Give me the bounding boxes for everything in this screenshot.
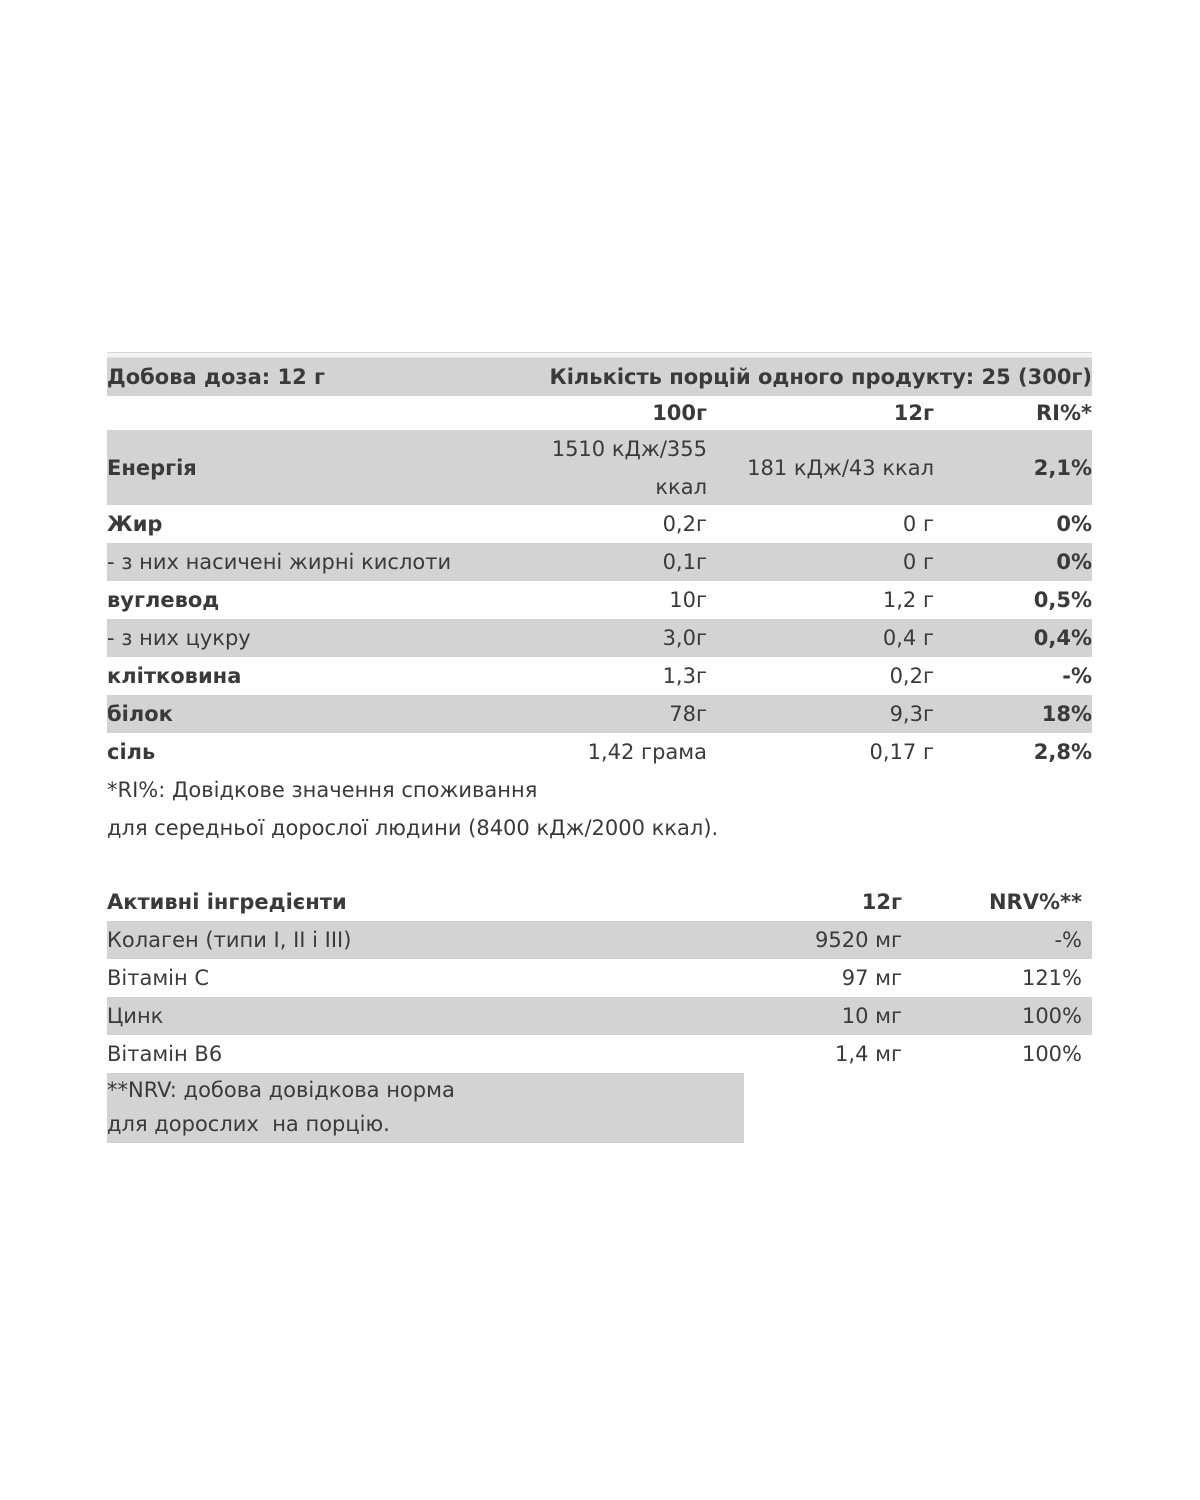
nrv-footnote [107, 1073, 744, 1143]
nutrient-name: - з них цукру [107, 626, 251, 650]
nutrition-row-sugars [107, 619, 1092, 657]
nutrition-row-energy [107, 430, 1092, 505]
nutrient-name: Жир [107, 512, 163, 536]
nutrient-per-serving: 0 г [902, 512, 934, 536]
nutrient-per-100g: 0,1г [662, 550, 707, 574]
column-header-per-100g: 100г [652, 401, 707, 425]
nutrition-row-carbohydrate [107, 581, 1092, 619]
ingredient-amount: 1,4 мг [835, 1042, 902, 1066]
nutrient-ri: 2,1% [1033, 455, 1092, 480]
nutrition-row-fibre [107, 657, 1092, 695]
ingredient-amount: 97 мг [841, 966, 902, 990]
nutrient-name: Енергія [107, 455, 197, 480]
nutrient-ri: 0% [1056, 550, 1092, 574]
nrv-footnote-line2: для дорослих на порцію. [107, 1112, 390, 1136]
nutrition-row-fat [107, 505, 1092, 543]
nutrient-ri: 0,5% [1033, 588, 1092, 612]
ingredient-name: Цинк [107, 1004, 164, 1028]
ri-footnote [107, 771, 1092, 847]
nutrient-ri: 0% [1056, 512, 1092, 536]
ingredient-name: Колаген (типи I, II і III) [107, 928, 352, 952]
active-row-zinc [107, 997, 1092, 1035]
nutrient-per-100g: 0,2г [662, 512, 707, 536]
nutrient-name: клітковина [107, 664, 242, 688]
energy-per-100g-line2: ккал [655, 474, 707, 499]
nutrient-per-serving: 0 г [902, 550, 934, 574]
nutrient-per-serving: 0,2г [889, 664, 934, 688]
nutrient-per-serving: 9,3г [889, 702, 934, 726]
column-header-amount: 12г [861, 890, 902, 914]
active-row-collagen [107, 921, 1092, 959]
active-column-headers [107, 883, 1092, 921]
nutrient-per-serving: 0,17 г [869, 740, 934, 764]
active-row-vitamin-c [107, 959, 1092, 997]
nutrient-per-100g: 1,3г [662, 664, 707, 688]
nrv-footnote-line1: **NRV: добова довідкова норма [107, 1078, 455, 1102]
ingredient-amount: 10 мг [841, 1004, 902, 1028]
nutrient-name: сіль [107, 740, 156, 764]
energy-per-100g-line1: 1510 кДж/355 [551, 436, 707, 461]
column-header-ingredient: Активні інгредієнти [107, 890, 347, 914]
nutrient-per-serving: 1,2 г [882, 588, 934, 612]
nutrition-row-salt [107, 733, 1092, 771]
nutrition-column-headers [107, 396, 1092, 430]
active-row-vitamin-b6 [107, 1035, 1092, 1073]
nutrition-row-protein [107, 695, 1092, 733]
nutrient-name: вуглевод [107, 588, 220, 612]
nutrient-ri: 2,8% [1033, 740, 1092, 764]
column-header-per-serving: 12г [893, 401, 934, 425]
ingredient-amount: 9520 мг [815, 928, 902, 952]
servings-per-container-label: Кількість порцій одного продукту: 25 (300г) [549, 365, 1092, 389]
ingredient-nrv: 100% [1021, 1042, 1082, 1066]
nutrition-row-saturated-fat [107, 543, 1092, 581]
ingredient-nrv: 100% [1021, 1004, 1082, 1028]
nutrient-ri: -% [1062, 664, 1092, 688]
nutrient-name: білок [107, 702, 173, 726]
active-ingredients-table [107, 883, 1092, 1143]
supplement-facts-panel [107, 352, 1092, 1143]
nutrient-per-serving: 181 кДж/43 ккал [747, 455, 934, 480]
nutrient-per-serving: 0,4 г [882, 626, 934, 650]
nutrient-per-100g: 10г [669, 588, 707, 612]
nutrient-per-100g: 78г [669, 702, 707, 726]
nutrient-per-100g: 1,42 грама [587, 740, 707, 764]
nutrient-ri: 0,4% [1033, 626, 1092, 650]
ingredient-name: Вітамін В6 [107, 1042, 223, 1066]
nutrient-ri: 18% [1041, 702, 1092, 726]
nutrition-header-row [107, 358, 1092, 396]
nutrient-per-100g [507, 430, 707, 506]
column-header-nrv: NRV%** [988, 890, 1082, 914]
column-header-ri: RI%* [1035, 401, 1092, 425]
ri-footnote-line2: для середньої дорослої людини (8400 кДж/2000 ккал). [107, 816, 719, 840]
ingredient-nrv: -% [1054, 928, 1082, 952]
ri-footnote-line1: *RI%: Довідкове значення споживання [107, 778, 538, 802]
ingredient-name: Вітамін С [107, 966, 210, 990]
nutrient-per-100g: 3,0г [662, 626, 707, 650]
nutrient-name: - з них насичені жирні кислоти [107, 550, 452, 574]
ingredient-nrv: 121% [1021, 966, 1082, 990]
nutrition-table [107, 358, 1092, 847]
daily-dose-label: Добова доза: 12 г [107, 365, 325, 389]
